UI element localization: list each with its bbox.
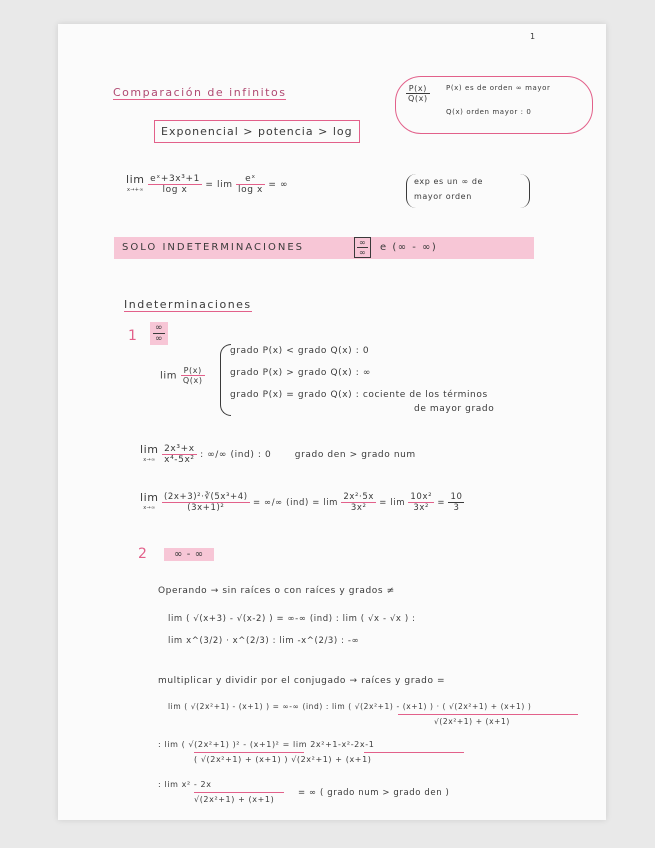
case-1-number: 1 [128, 328, 138, 344]
example-1: lim x→+∞ $\frac{\text{eˣ+3x³+1}}{\text{log x}}$ = lim $\frac{\text{eˣ}}{\text{log x}}$ = ∞ [126, 172, 289, 195]
case-2-line-3-den: √(2x²+1) + (x+1) [434, 717, 510, 726]
cloud-line-1: P(x) es de orden ∞ mayor [446, 84, 551, 92]
line-4-fraction-bar-2 [364, 752, 464, 753]
case-2-line-5-result: = ∞ ( grado num > grado den ) [298, 788, 450, 798]
case-2-line-1: lim ( √(x+3) - √(x-2) ) = ∞-∞ (ind) : lim ( √x - √x ) : [168, 614, 416, 624]
banner-fraction: $\frac{\infty}{\infty}$ [354, 237, 371, 258]
case-2-operando: Operando → sin raíces o con raíces y grados ≠ [158, 586, 395, 596]
case-2-number: 2 [138, 546, 148, 562]
notebook-page [58, 24, 606, 820]
case-1-rule-1: grado P(x) < grado Q(x) : 0 [230, 346, 370, 356]
line-5-fraction-bar [194, 792, 284, 793]
case-1-fraction: $\frac{\infty}{\infty}$ [150, 322, 168, 345]
cloud-line-2: Q(x) orden mayor : 0 [446, 108, 532, 116]
example-3: lim x→∞ $\frac{\text{(2x+3)²·∛(5x³+4)}}{\text{(3x+1)²}}$ = ∞/∞ (ind) = lim $\frac{\text{2x²·5x}}{\text{3x²}}$ = lim $\frac{\text{10x²}}{\text{3x²}}$ = $\frac{10}{3}$ [140, 490, 463, 513]
case-2-line-5: : lim x² - 2x [158, 780, 212, 789]
case-1-rule-3b: de mayor grado [414, 404, 495, 414]
cloud-fraction: $\frac{P(x)}{Q(x)}$ [408, 84, 428, 103]
case-1-rule-2: grado P(x) > grado Q(x) : ∞ [230, 368, 371, 378]
page-number: 1 [530, 32, 536, 41]
order-box: Exponencial > potencia > log [154, 120, 360, 143]
example-1-note-2: mayor orden [414, 192, 472, 201]
example-2: lim x→∞ $\frac{\text{2x³+x}}{\text{x⁴-5x²}}$ : ∞/∞ (ind) : 0 grado den > grado num [140, 442, 416, 465]
case-1-rule-3: grado P(x) = grado Q(x) : cociente de los términos [230, 390, 488, 400]
line-4-fraction-bar-1 [194, 752, 304, 753]
case-2-multiplicar: multiplicar y dividir por el conjugado → raíces y grado = [158, 676, 446, 686]
case-1-limit: lim $\frac{P(x)}{Q(x)}$ [160, 366, 203, 385]
line-3-fraction-bar [398, 714, 578, 715]
case-2-line-3: lim ( √(2x²+1) - (x+1) ) = ∞-∞ (ind) : lim ( √(2x²+1) - (x+1) ) · ( √(2x²+1) + (x+1) ) [168, 702, 532, 711]
banner-text: SOLO INDETERMINACIONES [122, 242, 304, 253]
case-2-label: ∞ - ∞ [164, 548, 214, 561]
case-2-line-4-den: ( √(2x²+1) + (x+1) ) √(2x²+1) + (x+1) [194, 755, 372, 764]
case-2-line-5-den: √(2x²+1) + (x+1) [194, 795, 275, 804]
case-2-line-4: : lim ( √(2x²+1) )² - (x+1)² = lim 2x²+1-x²-2x-1 [158, 740, 375, 749]
banner-tail: e (∞ - ∞) [380, 242, 438, 253]
case-2-line-2: lim x^(3/2) · x^(2/3) : lim -x^(2/3) : -∞ [168, 636, 360, 646]
page-title: Comparación de infinitos [113, 86, 287, 99]
example-1-note-1: exp es un ∞ de [414, 177, 484, 186]
section-title: Indeterminaciones [124, 298, 252, 311]
